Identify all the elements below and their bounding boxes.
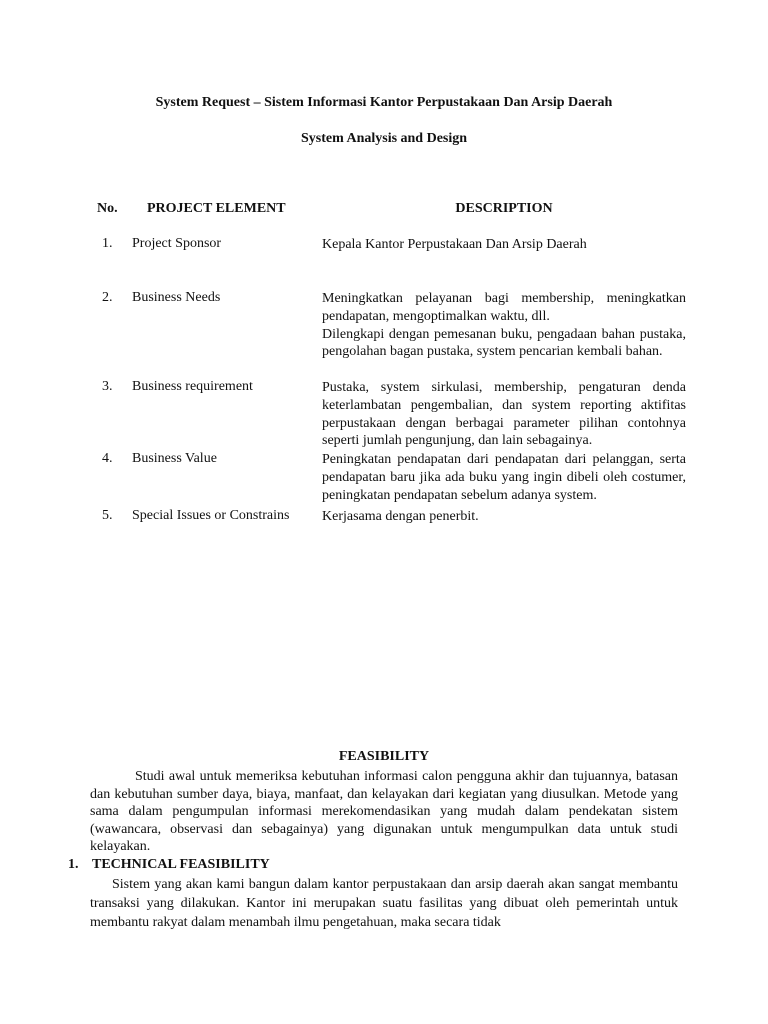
row-5-description-text: Kerjasama dengan penerbit. — [322, 509, 479, 524]
row-3-description — [322, 379, 686, 450]
technical-feasibility-heading — [68, 857, 270, 873]
row-4-description-text: Peningkatan pendapatan dari pendapatan dari pelanggan, serta pendapatan baru jika ada buku yang ingin dibeli oleh costumer, peningkatan pendapatan sebelum adanya system. — [322, 452, 686, 503]
row-3-element: Business requirement — [132, 379, 253, 394]
section-number: 1. — [68, 857, 79, 872]
document-subtitle: System Analysis and Design — [300, 131, 468, 146]
row-4-number: 4. — [102, 451, 113, 466]
row-5-element: Special Issues or Constrains — [132, 508, 290, 523]
feasibility-intro-paragraph: Studi awal untuk memeriksa kebutuhan informasi calon pengguna akhir dan tujuannya, batasan dan kebutuhan sumber daya, biaya, manfaat, dan kelayakan dari kegiatan yang diusulkan. Metode yang sama dalam pengumpulan informasi merekomendasikan yang mudah dalam pendekatan sistem (wawancara, observasi dan sebagainya) yang digunakan untuk mengumpulkan data untuk studi kelayakan. — [90, 769, 678, 854]
row-1-number: 1. — [102, 236, 113, 251]
row-1-element: Project Sponsor — [132, 236, 222, 251]
row-3-description-text: Pustaka, system sirkulasi, membership, pengaturan denda keterlambatan pengembalian, dan system reporting aktifitas perpustakaan dengan berbagai parameter pilihan contohnya seperti jumlah pengunjung, dan lain sebagainya. — [322, 380, 686, 449]
row-5-number: 5. — [102, 508, 113, 523]
row-3-number: 3. — [102, 379, 113, 394]
row-4-element: Business Value — [132, 451, 217, 466]
row-4-description — [322, 451, 686, 504]
row-1-description — [322, 236, 686, 254]
column-header-description: DESCRIPTION — [455, 201, 553, 216]
row-2-number: 2. — [102, 290, 113, 305]
row-2-element: Business Needs — [132, 290, 221, 305]
column-header-project-element: PROJECT ELEMENT — [147, 201, 286, 216]
document-title: System Request – Sistem Informasi Kantor Perpustakaan Dan Arsip Daerah — [155, 95, 613, 110]
row-2-description-text-2: Dilengkapi dengan pemesanan buku, pengadaan bahan pustaka, pengolahan bagan pustaka, system pencarian kembali bahan. — [322, 326, 686, 360]
row-2-description-text-1: Meningkatkan pelayanan bagi membership, meningkatkan pendapatan, mengoptimalkan waktu, dll. — [322, 291, 686, 324]
column-header-no: No. — [97, 201, 118, 216]
row-2-description — [322, 290, 686, 361]
section-title: TECHNICAL FEASIBILITY — [92, 857, 270, 872]
technical-feasibility-paragraph: Sistem yang akan kami bangun dalam kantor perpustakaan dan arsip daerah akan sangat membantu transaksi yang dilakukan. Kantor ini merupakan suatu fasilitas yang dibuat oleh pemerintah untuk membantu rakyat dalam menambah ilmu pengetahuan, maka secara tidak — [90, 877, 678, 930]
row-5-description — [322, 508, 686, 526]
row-1-description-text: Kepala Kantor Perpustakaan Dan Arsip Daerah — [322, 237, 587, 252]
feasibility-heading: FEASIBILITY — [338, 749, 430, 764]
